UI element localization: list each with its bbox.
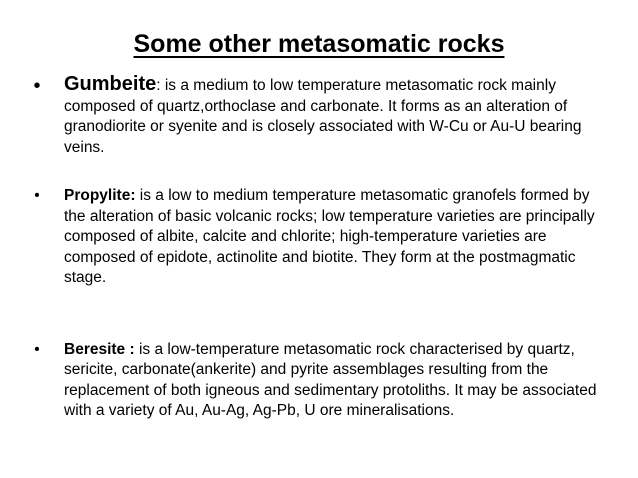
bullet-text: : is a medium to low temperature metasomatic rock mainly composed of quartz,orthoclase and carbonate. It forms as an alteration of granodiorite or syenite and is closely associated with W-Cu or Au-U bearing veins. <box>64 77 582 156</box>
bullet-term: Gumbeite <box>64 73 157 95</box>
bullet-text: is a low-temperature metasomatic rock characterised by quartz, sericite, carbonate(ankerite) and pyrite assemblages resulting from the replacement of both igneous and sedimentary protoliths. It may be associated with a variety of Au, Au-Ag, Ag-Pb, U ore mineralisations. <box>64 340 597 419</box>
bullet-propylite <box>30 186 610 289</box>
bullet-term: Propylite: <box>64 187 136 204</box>
bullet-term: Beresite : <box>64 340 135 358</box>
bullet-text: is a low to medium temperature metasomatic granofels formed by the alteration of basic volcanic rocks; low temperature varieties are principally composed of albite, calcite and chlorite; high-temperature varieties are composed of epidote, actinolite and biotite. They form at the postmagmatic stage. <box>64 187 595 286</box>
bullet-dot: • <box>34 340 40 358</box>
bullet-dot: • <box>34 187 40 204</box>
slide-title: Some other metasomatic rocks <box>133 30 505 58</box>
bullet-dot: • <box>33 75 41 97</box>
bullet-list <box>30 74 610 422</box>
bullet-beresite <box>30 340 610 422</box>
bullet-gumbeite <box>30 74 610 158</box>
